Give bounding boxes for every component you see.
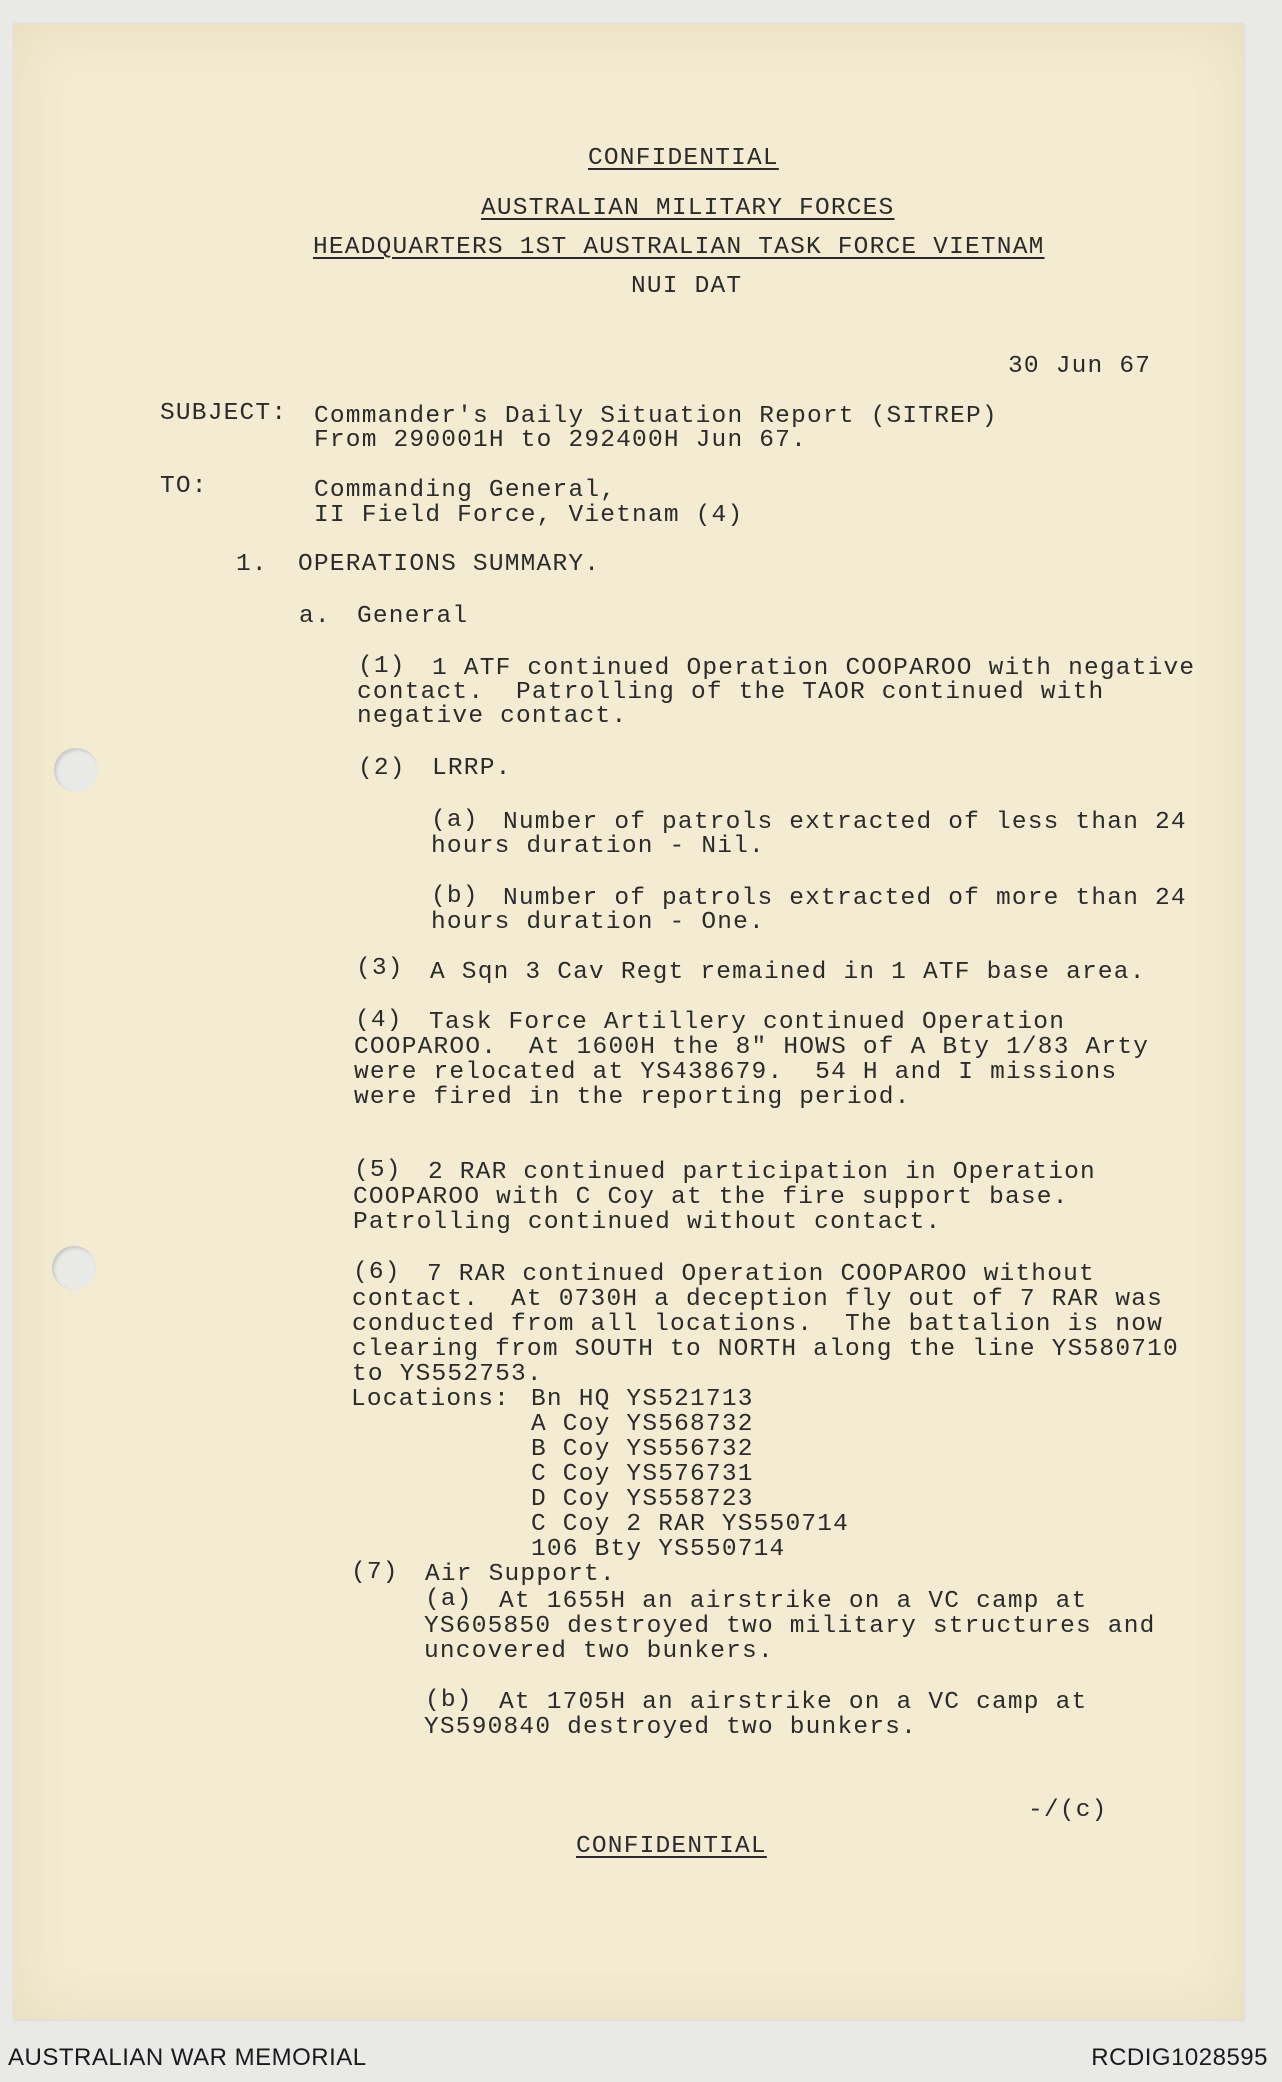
para-7a-line-1: At 1655H an airstrike on a VC camp at — [499, 1588, 1088, 1615]
location-a-coy: A Coy YS568732 — [531, 1411, 754, 1438]
para-3-text: A Sqn 3 Cav Regt remained in 1 ATF base area. — [430, 959, 1146, 986]
document-date: 30 Jun 67 — [1008, 353, 1152, 380]
section-1-title: OPERATIONS SUMMARY. — [298, 551, 601, 578]
subject-line-2: From 290001H to 292400H Jun 67. — [314, 427, 807, 454]
para-6-line-1: 7 RAR continued Operation COOPAROO without — [427, 1261, 1095, 1288]
location-bn-hq: Bn HQ YS521713 — [531, 1386, 754, 1413]
para-1-number: (1) — [358, 653, 406, 680]
para-4-line-3: were relocated at YS438679. 54 H and I missions — [354, 1059, 1118, 1086]
para-3-number: (3) — [356, 955, 404, 982]
para-7-title: Air Support. — [425, 1561, 616, 1588]
location-d-coy: D Coy YS558723 — [531, 1486, 754, 1513]
sub-a-title: General — [357, 603, 469, 630]
para-2b-number: (b) — [431, 883, 479, 910]
para-5-number: (5) — [354, 1157, 402, 1184]
para-1-line-3: negative contact. — [357, 703, 628, 730]
org-line-1: AUSTRALIAN MILITARY FORCES — [481, 195, 895, 222]
para-7a-line-3: uncovered two bunkers. — [424, 1638, 774, 1665]
to-label: TO: — [160, 473, 208, 500]
para-2b-line-1: Number of patrols extracted of more than 24 — [503, 885, 1187, 912]
classification-bottom: CONFIDENTIAL — [576, 1833, 767, 1860]
to-line-1: Commanding General, — [314, 477, 617, 504]
subject-line-1: Commander's Daily Situation Report (SITREP) — [314, 403, 998, 430]
org-line-2: HEADQUARTERS 1ST AUSTRALIAN TASK FORCE VIETNAM — [313, 234, 1045, 261]
archive-label-right: RCDIG1028595 — [1091, 2044, 1268, 2071]
para-2b-line-2: hours duration - One. — [431, 909, 765, 936]
para-4-line-1: Task Force Artillery continued Operation — [429, 1009, 1066, 1036]
subject-label: SUBJECT: — [160, 400, 288, 427]
location-b-coy: B Coy YS556732 — [531, 1436, 754, 1463]
para-5-line-2: COOPAROO with C Coy at the fire support base. — [353, 1184, 1069, 1211]
para-4-number: (4) — [355, 1007, 403, 1034]
location-106-bty: 106 Bty YS550714 — [531, 1536, 786, 1563]
para-2a-line-1: Number of patrols extracted of less than 24 — [503, 809, 1187, 836]
para-5-line-1: 2 RAR continued participation in Operation — [428, 1159, 1096, 1186]
location: NUI DAT — [631, 273, 743, 300]
para-6-line-4: clearing from SOUTH to NORTH along the line YS580710 — [352, 1336, 1179, 1363]
para-7a-line-2: YS605850 destroyed two military structures and — [424, 1613, 1156, 1640]
para-7b-line-1: At 1705H an airstrike on a VC camp at — [499, 1689, 1088, 1716]
para-4-line-2: COOPAROO. At 1600H the 8" HOWS of A Bty 1/83 Arty — [354, 1034, 1150, 1061]
document-page — [14, 24, 1244, 2020]
para-5-line-3: Patrolling continued without contact. — [353, 1209, 942, 1236]
para-4-line-4: were fired in the reporting period. — [354, 1084, 911, 1111]
para-1-line-2: contact. Patrolling of the TAOR continued with — [357, 679, 1105, 706]
para-2a-number: (a) — [431, 807, 479, 834]
para-7-number: (7) — [351, 1559, 399, 1586]
location-c-coy-2rar: C Coy 2 RAR YS550714 — [531, 1511, 850, 1538]
para-6-line-5: to YS552753. — [352, 1361, 543, 1388]
classification-top: CONFIDENTIAL — [588, 145, 779, 172]
para-7a-number: (a) — [425, 1586, 473, 1613]
section-1-number: 1. — [236, 551, 268, 578]
para-1-line-1: 1 ATF continued Operation COOPAROO with negative — [432, 655, 1196, 682]
para-7b-number: (b) — [425, 1687, 473, 1714]
punch-hole-top — [54, 748, 98, 792]
para-6-number: (6) — [353, 1259, 401, 1286]
para-6-line-2: contact. At 0730H a deception fly out of 7 RAR was — [352, 1286, 1164, 1313]
para-6-line-3: conducted from all locations. The battalion is now — [352, 1311, 1164, 1338]
para-7b-line-2: YS590840 destroyed two bunkers. — [424, 1714, 917, 1741]
punch-hole-bottom — [52, 1246, 96, 1290]
para-2-number: (2) — [358, 755, 406, 782]
to-line-2: II Field Force, Vietnam (4) — [314, 502, 744, 529]
location-c-coy: C Coy YS576731 — [531, 1461, 754, 1488]
para-2-title: LRRP. — [432, 755, 512, 782]
sub-a-letter: a. — [299, 603, 331, 630]
locations-label: Locations: — [351, 1386, 511, 1413]
archive-label-left: AUSTRALIAN WAR MEMORIAL — [8, 2044, 367, 2071]
para-2a-line-2: hours duration - Nil. — [431, 833, 765, 860]
continuation-marker: -/(c) — [1028, 1797, 1108, 1824]
